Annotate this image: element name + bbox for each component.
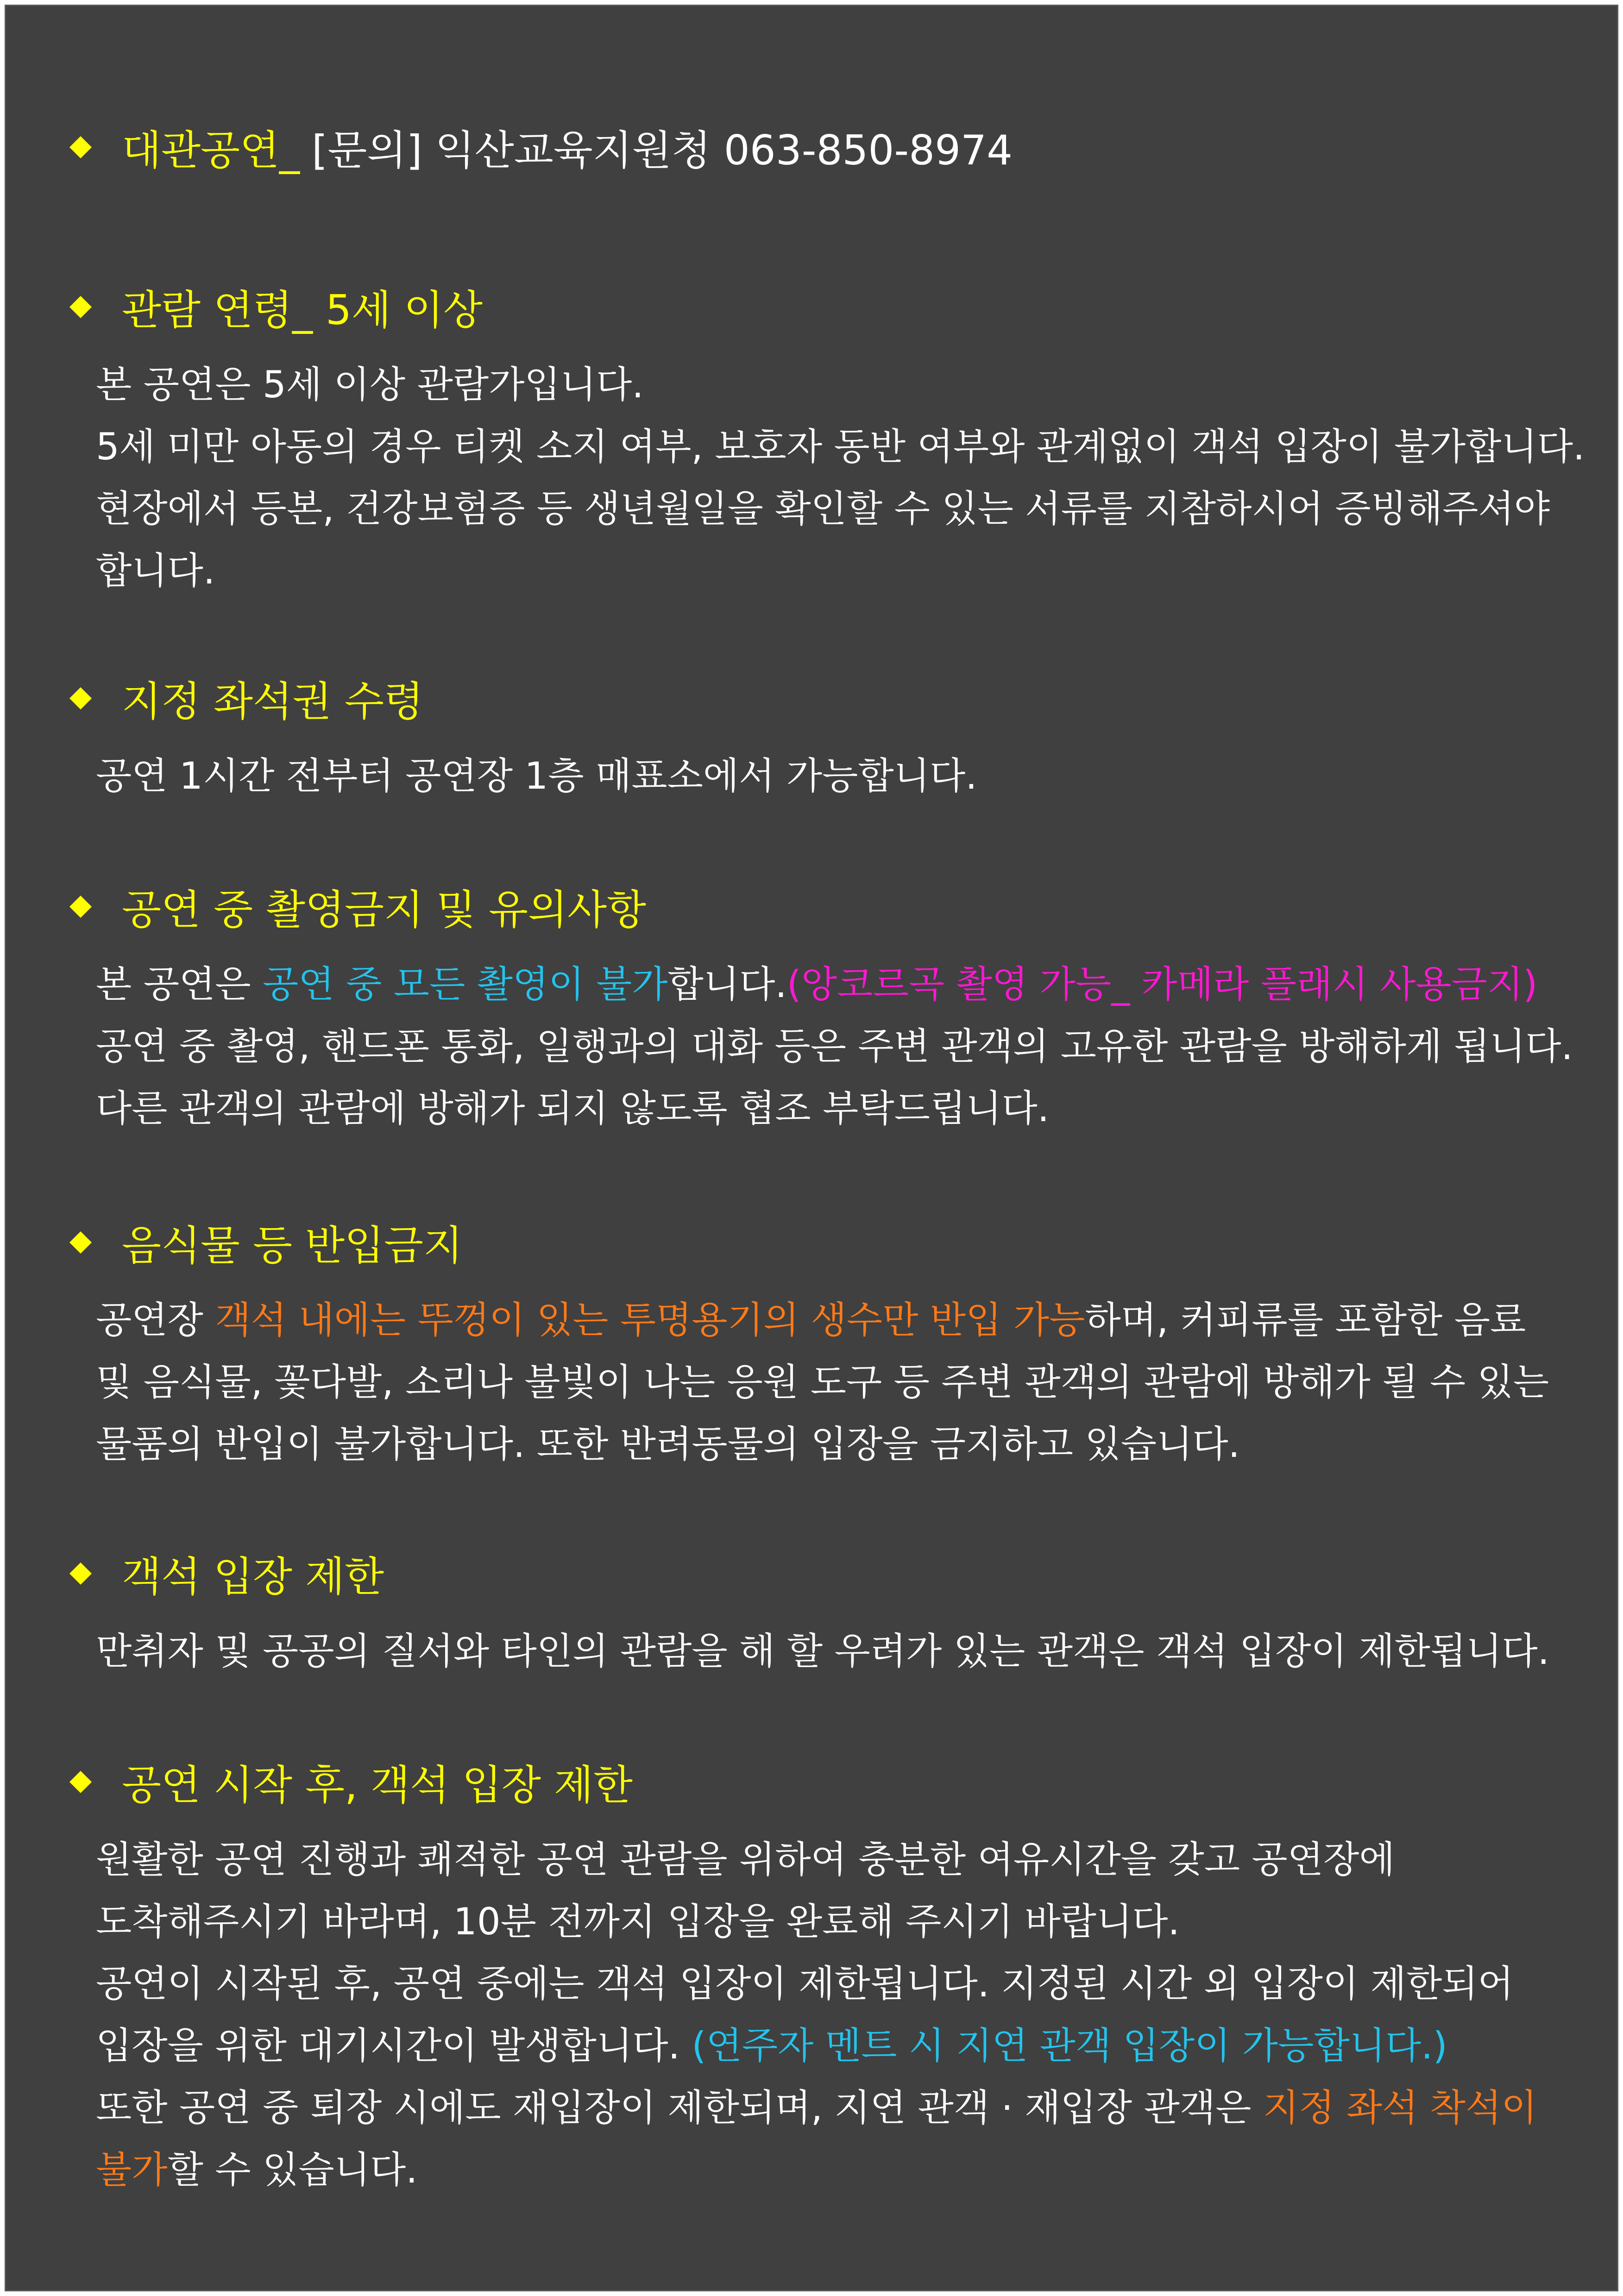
- body-line: 공연이 시작된 후, 공연 중에는 객석 입장이 제한됩니다. 지정된 시간 외 입장이 제한되어: [96, 1962, 1514, 2005]
- food-title: 음식물 등 반입금지: [122, 1222, 463, 1269]
- food-heading: [66, 1212, 1580, 1273]
- body-line: 현장에서 등본, 건강보험증 등 생년월일을 확인할 수 있는 서류를 지참하시어 증빙해주셔야: [96, 487, 1550, 530]
- text-segment: 하며, 커피류를 포함한 음료: [1085, 1299, 1526, 1342]
- age-title: 관람 연령_ 5세 이상: [122, 286, 483, 334]
- age-body: [66, 354, 1585, 602]
- entry-heading: [66, 1543, 1580, 1604]
- diamond-bullet-icon: [69, 687, 92, 709]
- highlight-seat-note: 지정 좌석 착석이: [1263, 2086, 1537, 2129]
- entry-body: [66, 1620, 1580, 1682]
- body-line: [96, 1289, 1580, 1351]
- body-line: 만취자 및 공공의 질서와 타인의 관람을 해 할 우려가 있는 관객은 객석 입장이 제한됩니다.: [96, 1630, 1550, 1673]
- body-line: [96, 954, 1580, 1016]
- food-section: [66, 1212, 1580, 1475]
- body-line: 원활한 공연 진행과 쾌적한 공연 관람을 위하여 충분한 여유시간을 갖고 공연장에: [96, 1838, 1395, 1881]
- photo-title: 공연 중 촬영금지 및 유의사항: [122, 886, 646, 934]
- ticket-section: [66, 668, 1580, 807]
- entry-section: [66, 1543, 1580, 1682]
- diamond-bullet-icon: [69, 1231, 92, 1254]
- diamond-bullet-icon: [69, 1771, 92, 1793]
- diamond-bullet-icon: [69, 296, 92, 318]
- body-line: [96, 2077, 1580, 2139]
- highlight-late-entry-note: (연주자 멘트 시 지연 관객 입장이 가능합니다.): [692, 2024, 1447, 2067]
- food-body: [66, 1289, 1580, 1475]
- ticket-heading: [66, 668, 1580, 728]
- text-segment: 합니다.: [667, 963, 787, 1006]
- body-line: 도착해주시기 바라며, 10분 전까지 입장을 완료해 주시기 바랍니다.: [96, 1900, 1180, 1943]
- body-line: 공연 1시간 전부터 공연장 1층 매표소에서 가능합니다.: [96, 754, 977, 797]
- late-body: [66, 1829, 1580, 2201]
- diamond-bullet-icon: [69, 896, 92, 918]
- photo-section: [66, 877, 1580, 1140]
- body-line: 물품의 반입이 불가합니다. 또한 반려동물의 입장을 금지하고 있습니다.: [96, 1423, 1240, 1466]
- body-line: 다른 관객의 관람에 방해가 되지 않도록 협조 부탁드립니다.: [96, 1087, 1050, 1130]
- diamond-bullet-icon: [69, 1562, 92, 1585]
- entry-title: 객석 입장 제한: [122, 1553, 384, 1600]
- text-segment: 할 수 있습니다.: [167, 2148, 418, 2191]
- late-heading: [66, 1752, 1580, 1812]
- diamond-bullet-icon: [69, 136, 92, 158]
- photo-heading: [66, 877, 1580, 937]
- ticket-title: 지정 좌석권 수령: [122, 678, 424, 725]
- age-section: [66, 277, 1585, 602]
- venue-heading: [66, 117, 1580, 177]
- body-line: 공연 중 촬영, 핸드폰 통화, 일행과의 대화 등은 주변 관객의 고유한 관람을 방해하게 됩니다.: [96, 1025, 1573, 1068]
- body-line: [96, 2015, 1580, 2077]
- late-section: [66, 1752, 1580, 2201]
- body-line: 및 음식물, 꽃다발, 소리나 불빛이 나는 응원 도구 등 주변 관객의 관람에 방해가 될 수 있는: [96, 1361, 1549, 1404]
- highlight-water-only: 객석 내에는 뚜껑이 있는 투명용기의 생수만 반입 가능: [215, 1299, 1085, 1342]
- text-segment: 입장을 위한 대기시간이 발생합니다.: [96, 2024, 692, 2067]
- age-heading: [66, 277, 1580, 337]
- text-segment: 공연장: [96, 1299, 215, 1342]
- venue-title: 대관공연_: [122, 126, 300, 174]
- venue-section: [66, 117, 1580, 177]
- body-line: 합니다.: [96, 549, 215, 592]
- text-segment: 본 공연은: [96, 963, 263, 1006]
- highlight-no-photo: 공연 중 모든 촬영이 불가: [262, 963, 668, 1006]
- late-title: 공연 시작 후, 객석 입장 제한: [122, 1761, 633, 1809]
- notice-panel: [5, 5, 1618, 2291]
- text-segment: 또한 공연 중 퇴장 시에도 재입장이 제한되며, 지연 관객 · 재입장 관객은: [96, 2086, 1263, 2129]
- photo-body: [66, 954, 1580, 1140]
- ticket-body: [66, 745, 1580, 807]
- highlight-encore-note: (앙코르곡 촬영 가능_ 카메라 플래시 사용금지): [786, 963, 1538, 1006]
- venue-contact: [문의] 익산교육지원청 063-850-8974: [312, 126, 1013, 174]
- body-line: 본 공연은 5세 이상 관람가입니다.: [96, 363, 644, 406]
- body-line: 5세 미만 아동의 경우 티켓 소지 여부, 보호자 동반 여부와 관계없이 객석 입장이 불가합니다.: [96, 425, 1585, 468]
- highlight-seat-note: 불가: [96, 2148, 168, 2191]
- body-line: [96, 2139, 1580, 2201]
